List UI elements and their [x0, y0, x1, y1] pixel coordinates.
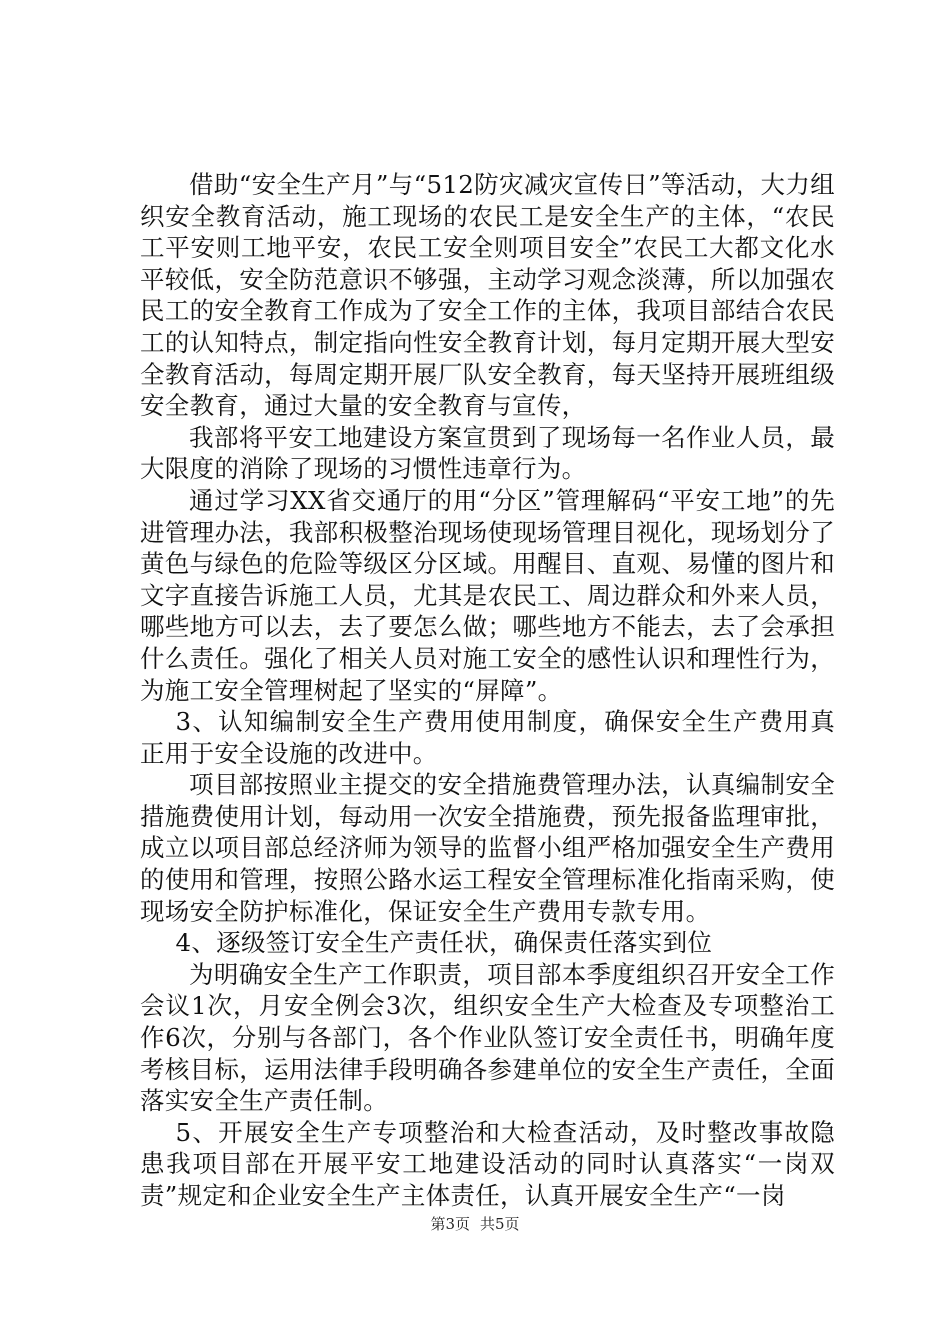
paragraph-plan-promotion: 我部将平安工地建设方案宣贯到了现场每一名作业人员，最大限度的消除了现场的习惯性违章行为。: [140, 422, 835, 484]
page-footer: [0, 1213, 950, 1234]
paragraph-heading-5: 5、开展安全生产专项整治和大检查活动，及时整改事故隐患我项目部在开展平安工地建设活动的同时认真落实“一岗双责”规定和企业安全生产主体责任，认真开展安全生产“一岗: [140, 1117, 835, 1210]
document-body: [140, 169, 835, 1212]
paragraph-heading-3: 3、认知编制安全生产费用使用制度，确保安全生产费用真正用于安全设施的改进中。: [140, 707, 835, 768]
paragraph-zone-management: 通过学习XX省交通厅的用“分区”管理解码“平安工地”的先进管理办法，我部积极整治现场使现场管理目视化，现场划分了黄色与绿色的危险等级区分区域。用醒目、直观、易懂的图片和文字直接告诉施工人员，尤其是农民工、周边群众和外来人员，哪些地方可以去，去了要怎么做；哪些地方不能去，去了会承担什么责任。强化了相关人员对施工安全的感性认识和理性行为，为施工安全管理树起了坚实的“屏障”。: [140, 485, 835, 705]
page-total: 共5页: [480, 1215, 520, 1233]
paragraph-heading-4: 4、逐级签订安全生产责任状，确保责任落实到位: [175, 928, 713, 958]
paragraph-safety-expenses: 项目部按照业主提交的安全措施费管理办法，认真编制安全措施费使用计划，每动用一次安全措施费，预先报备监理审批，成立以项目部总经济师为领导的监督小组严格加强安全生产费用的使用和管理，按照公路水运工程安全管理标准化指南采购，使现场安全防护标准化，保证安全生产费用专款专用。: [140, 770, 835, 926]
paragraph-safety-education: 借助“安全生产月”与“512防灾减灾宣传日”等活动，大力组织安全教育活动，施工现场的农民工是安全生产的主体，“农民工平安则工地平安，农民工安全则项目安全”农民工大都文化水平较低，安全防范意识不够强，主动学习观念淡薄，所以加强农民工的安全教育工作成为了安全工作的主体，我项目部结合农民工的认知特点，制定指向性安全教育计划，每月定期开展大型安全教育活动，每周定期开展厂队安全教育，每天坚持开展班组级安全教育，通过大量的安全教育与宣传，: [140, 170, 836, 421]
page-number: 第3页: [430, 1215, 470, 1233]
paragraph-responsibility: 为明确安全生产工作职责，项目部本季度组织召开安全工作会议1次，月安全例会3次，组织安全生产大检查及专项整治工作6次，分别与各部门，各个作业队签订安全责任书，明确年度考核目标，运用法律手段明确各参建单位的安全生产责任，全面落实安全生产责任制。: [140, 959, 835, 1116]
